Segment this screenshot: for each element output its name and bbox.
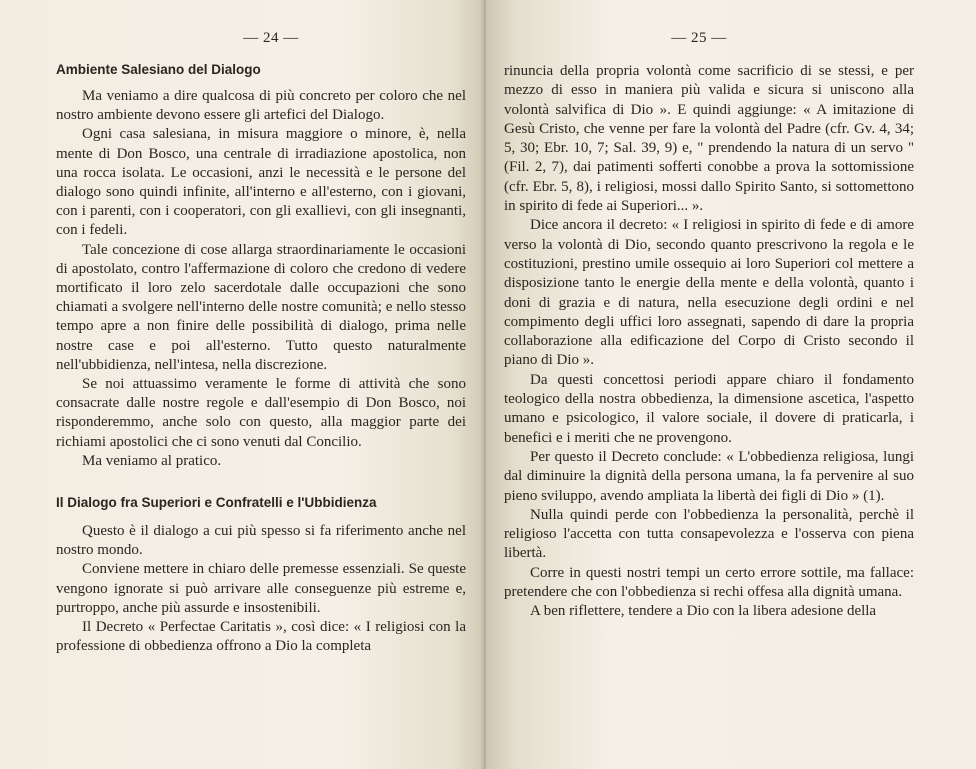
paragraph: Dice ancora il decreto: « I religiosi in spirito di fede e di amore verso la volontà di Dio, secondo quanto prescrivono la regola e le costituzioni, prestino umile ossequio ai loro Superiori col mettere a disposizione tanto le energie della mente e della volontà, quanto i doni di grazia e di natura, nella esecuzione degli ordini e nel compimento degli uffici loro assegnati, sapendo di dare la propria collaborazione alla edificazione del Corpo di Cristo secondo il piano di Dio ». bbox=[504, 217, 914, 369]
paragraph: Il Decreto « Perfectae Caritatis », così dice: « I religiosi con la professione di obbedienza offrono a Dio la completa bbox=[56, 619, 466, 655]
right-page bbox=[486, 0, 976, 769]
paragraph: Per questo il Decreto conclude: « L'obbedienza religiosa, lungi dal diminuire la dignità della persona umana, la fa pervenire al suo pieno sviluppo, avendo ampliata la libertà dei figli di Dio » (1). bbox=[504, 448, 914, 504]
paragraph: Questo è il dialogo a cui più spesso si fa riferimento anche nel nostro mondo. bbox=[56, 523, 466, 559]
left-page bbox=[0, 0, 486, 769]
paragraph: Ma veniamo al pratico. bbox=[82, 452, 222, 469]
paragraph: Da questi concettosi periodi appare chiaro il fondamento teologico della nostra obbedienza, la dimensione ascetica, l'aspetto umano e psicologico, il valore sociale, il dovere di praticarla, i benefici e i meriti che ne provengono. bbox=[504, 371, 914, 446]
paragraph: Ma veniamo a dire qualcosa di più concreto per coloro che nel nostro ambiente devono essere gli artefici del Dialogo. bbox=[56, 88, 466, 124]
paragraph: Nulla quindi perde con l'obbedienza la personalità, perchè il religioso l'accetta con tutta consapevolezza e l'osserva con piena libertà. bbox=[504, 506, 914, 562]
paragraph: Conviene mettere in chiaro delle premesse essenziali. Se queste vengono ignorate si può arrivare alle conseguenze più estreme e, purtroppo, anche più assurde e insostenibili. bbox=[56, 561, 466, 616]
paragraph: A ben riflettere, tendere a Dio con la libera adesione della bbox=[530, 603, 877, 620]
paragraph: Ogni casa salesiana, in misura maggiore o minore, è, nella mente di Don Bosco, una centrale di irradiazione apostolica, non una rocca isolata. Le occasioni, anzi le necessità e le persone del dialogo sono quindi infinite, all'interno e all'esterno, con i giovani, con i parenti, con i cooperatori, con gli exallievi, con gli insegnanti, con i fedeli. bbox=[56, 126, 466, 239]
page-number: — 24 — bbox=[243, 30, 299, 46]
paragraph: Se noi attuassimo veramente le forme di attività che sono consacrate dalle nostre regole e dall'esempio di Don Bosco, noi risponderemmo, anche solo con questo, alla maggior parte dei richiami apostolici che ci sono venuti dal Concilio. bbox=[56, 376, 466, 450]
paragraph: Corre in questi nostri tempi un certo errore sottile, ma fallace: pretendere che con l'obbedienza si rechi offesa alla dignità umana. bbox=[504, 564, 914, 601]
section-heading: Ambiente Salesiano del Dialogo bbox=[56, 62, 261, 77]
section-heading: Il Dialogo fra Superiori e Confratelli e l'Ubbidienza bbox=[56, 495, 377, 511]
page-number: — 25 — bbox=[671, 30, 727, 46]
paragraph: Tale concezione di cose allarga straordinariamente le occasioni di apostolato, contro l'affermazione di coloro che credono di vedere mortificato il loro zelo sacerdotale dalle occupazioni che sono chiamati a svolgere nell'interno delle nostre comunità; e nello stesso tempo apre a non finire delle possibilità di dialogo, prima nelle nostre case e poi all'esterno. Tutto questo naturalmente nell'ubbidienza, nell'intesa, nella discrezione. bbox=[56, 241, 466, 373]
paragraph: rinuncia della propria volontà come sacrificio di se stessi, e per mezzo di esso in maniera più valida e sicura si uniscono alla volontà salvifica di Dio ». E quindi aggiunge: « A imitazione di Gesù Cristo, che venne per fare la volontà del Padre (cfr. Gv. 4, 34; 5, 30; Ebr. 10, 7; Sal. 39, 9) e, " prendendo la natura di un servo " (Fil. 2, 7), dai patimenti sofferti conobbe a prova la sottomissione (cfr. Ebr. 5, 8), i religiosi, mossi dallo Spirito Santo, si sottomettono in spirito di fede ai Superiori... ». bbox=[504, 63, 914, 215]
